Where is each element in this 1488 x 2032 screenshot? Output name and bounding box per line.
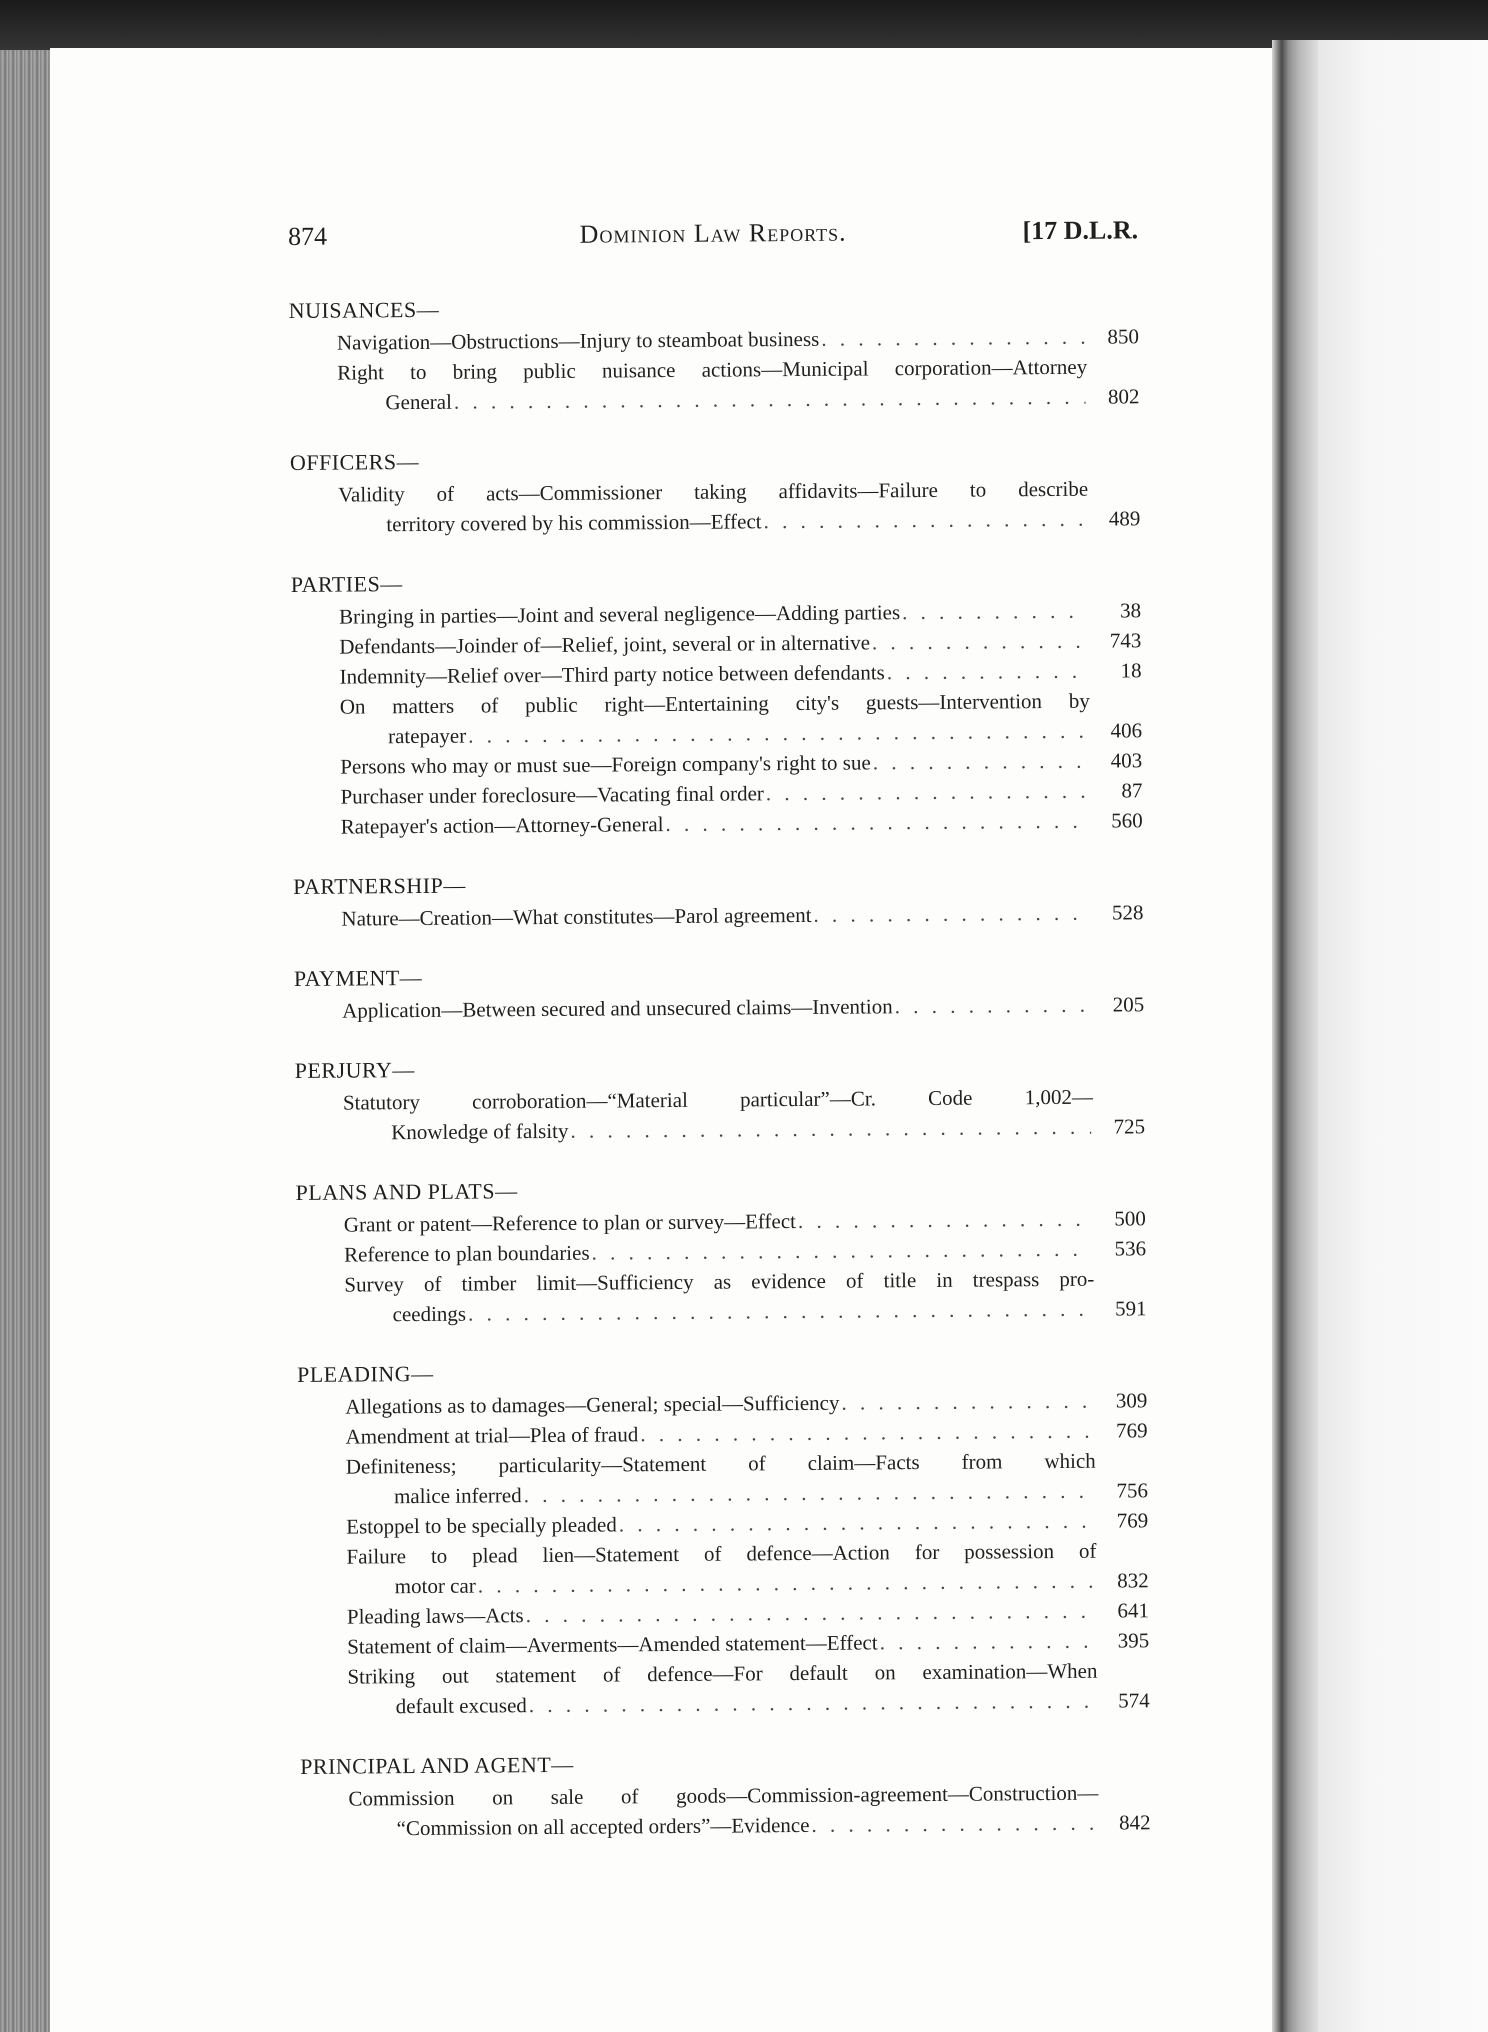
index-entry xyxy=(342,989,1144,1025)
index-entry xyxy=(347,1655,1149,1721)
facing-page xyxy=(1318,40,1488,2032)
entry-page-number: 842 xyxy=(1119,1810,1151,1835)
entry-page-number: 769 xyxy=(1115,1418,1148,1443)
index-entry xyxy=(343,1081,1145,1147)
entry-page-number: 395 xyxy=(1117,1628,1150,1653)
dot-leader xyxy=(873,746,1089,778)
entry-page-number: 574 xyxy=(1118,1688,1150,1713)
entry-text-line1: Failure to plead lien—Statement of defence—Action for possession of xyxy=(346,1538,1097,1569)
dot-leader xyxy=(529,1686,1096,1720)
dot-leader xyxy=(821,322,1085,354)
dot-leader xyxy=(468,716,1088,751)
entry-text: Grant or patent—Reference to plan or survey—Effect xyxy=(343,1209,797,1237)
dot-leader xyxy=(880,1626,1096,1658)
entry-text: Statement of claim—Averments—Amended statement—Effect xyxy=(347,1630,878,1659)
entry-page-number: 403 xyxy=(1110,748,1143,773)
page-number: 874 xyxy=(288,221,328,251)
entry-text-line2 xyxy=(396,1685,1150,1721)
index-entry xyxy=(337,351,1139,417)
entry-text: Persons who may or must sue—Foreign company's right to sue xyxy=(340,750,871,779)
index-section xyxy=(300,1745,1151,1844)
index-section xyxy=(293,865,1143,934)
entry-text: Estoppel to be specially pleaded xyxy=(346,1512,617,1539)
entry-page-number: 560 xyxy=(1111,808,1143,833)
entry-text-line2 xyxy=(391,1111,1145,1147)
entry-page-number: 205 xyxy=(1112,992,1145,1017)
dot-leader xyxy=(640,1416,1093,1450)
entry-page-number: 536 xyxy=(1114,1236,1147,1261)
entry-text: Knowledge of falsity xyxy=(391,1118,569,1145)
entry-text: Navigation—Obstructions—Injury to steamboat business xyxy=(336,326,820,355)
entry-text: ratepayer xyxy=(387,723,467,749)
index-section xyxy=(291,563,1143,842)
book-gutter xyxy=(1272,40,1320,2032)
entry-page-number: 528 xyxy=(1111,900,1144,925)
entry-page-number: 743 xyxy=(1109,628,1142,653)
dot-leader xyxy=(619,1506,1095,1540)
entry-text: Indemnity—Relief over—Third party notice between defendants xyxy=(339,660,885,689)
index-entry xyxy=(344,1263,1146,1329)
section-heading: PLANS AND PLATS— xyxy=(295,1178,518,1205)
section-heading: PLEADING— xyxy=(296,1360,434,1387)
entry-page-number: 87 xyxy=(1121,778,1143,803)
dot-leader xyxy=(591,1234,1092,1268)
entry-text: Pleading laws—Acts xyxy=(346,1603,524,1629)
book-page-edges xyxy=(0,50,52,2032)
entry-text: “Commission on all accepted orders”—Evidence xyxy=(396,1812,810,1841)
section-heading: NUISANCES— xyxy=(288,296,440,323)
entry-text: Defendants—Joinder of—Relief, joint, several or in alternative xyxy=(339,630,871,659)
index-entry xyxy=(346,1445,1148,1511)
dot-leader xyxy=(524,1476,1095,1510)
dot-leader xyxy=(841,1386,1093,1418)
entry-text-line2 xyxy=(385,381,1139,417)
dot-leader xyxy=(454,382,1086,417)
entry-text: territory covered by his commission—Effect xyxy=(386,509,762,537)
entry-page-number: 756 xyxy=(1116,1478,1149,1503)
entry-text-line2 xyxy=(386,503,1140,539)
entry-page-number: 832 xyxy=(1117,1568,1149,1593)
dot-leader xyxy=(468,1294,1093,1329)
dot-leader xyxy=(798,1204,1092,1236)
section-heading: PRINCIPAL AND AGENT— xyxy=(300,1751,574,1779)
entry-text: Allegations as to damages—General; special—Sufficiency xyxy=(345,1390,840,1419)
entry-text-line1: Definiteness; particularity—Statement of claim—Facts from which xyxy=(345,1448,1096,1479)
entry-text: Bringing in parties—Joint and several negligence—Adding parties xyxy=(339,600,901,629)
index-entry xyxy=(338,473,1140,539)
dot-leader xyxy=(570,1112,1091,1146)
dot-leader xyxy=(813,898,1089,930)
entry-page-number: 18 xyxy=(1120,658,1142,683)
entry-page-number: 641 xyxy=(1117,1598,1150,1623)
dot-leader xyxy=(766,776,1089,809)
entry-page-number: 38 xyxy=(1119,598,1142,623)
entry-page-number: 725 xyxy=(1113,1114,1146,1139)
index-entry xyxy=(341,805,1143,841)
entry-text-line2 xyxy=(392,1293,1146,1329)
entry-text: Ratepayer's action—Attorney-General xyxy=(340,812,664,839)
entry-text: Reference to plan boundaries xyxy=(344,1240,590,1267)
section-heading: PARTIES— xyxy=(290,571,403,597)
entry-text: Amendment at trial—Plea of fraud xyxy=(345,1422,639,1449)
entry-page-number: 500 xyxy=(1114,1206,1146,1231)
index-sections xyxy=(289,289,1151,1844)
entry-text: Nature—Creation—What constitutes—Parol agreement xyxy=(341,902,812,931)
index-section xyxy=(296,1171,1147,1330)
section-heading: PARTNERSHIP— xyxy=(293,872,466,899)
dot-leader xyxy=(872,626,1088,658)
volume-reference: [17 D.L.R. xyxy=(1022,215,1139,246)
entry-page-number: 769 xyxy=(1116,1508,1149,1533)
section-heading: PERJURY— xyxy=(294,1057,415,1083)
entry-page-number: 309 xyxy=(1115,1388,1148,1413)
section-heading: OFFICERS— xyxy=(289,448,420,475)
entry-text-line1: Commission on sale of goods—Commission-agreement—Construction— xyxy=(348,1780,1099,1811)
dot-leader xyxy=(895,990,1091,1022)
entry-text: General xyxy=(385,389,452,415)
running-header xyxy=(288,215,1138,262)
entry-page-number: 406 xyxy=(1110,718,1143,743)
entry-page-number: 802 xyxy=(1107,384,1140,409)
entry-text-line1: Right to bring public nuisance actions—Municipal corporation—Attorney xyxy=(337,354,1088,385)
entry-text-line1: Validity of acts—Commissioner taking affidavits—Failure to describe xyxy=(338,476,1089,507)
dot-leader xyxy=(526,1596,1095,1630)
entry-text: Purchaser under foreclosure—Vacating final order xyxy=(340,781,764,809)
index-section xyxy=(289,289,1140,418)
entry-text: ceedings xyxy=(392,1301,467,1327)
dot-leader xyxy=(665,806,1088,839)
entry-text: Application—Between secured and unsecured claims—Invention xyxy=(342,994,893,1023)
entry-page-number: 591 xyxy=(1114,1296,1147,1321)
running-title: Dominion Law Reports. xyxy=(579,217,847,249)
entry-text-line1: On matters of public right—Entertaining city's guests—Intervention by xyxy=(339,688,1090,719)
entry-text-line1: Survey of timber limit—Sufficiency as evidence of title in trespass pro- xyxy=(344,1266,1095,1297)
dot-leader xyxy=(763,504,1086,537)
section-heading: PAYMENT— xyxy=(293,964,423,991)
entry-page-number: 850 xyxy=(1107,324,1140,349)
entry-text-line1: Striking out statement of defence—For default on examination—When xyxy=(347,1658,1098,1689)
page-content xyxy=(288,215,1151,1844)
index-entry xyxy=(346,1535,1148,1601)
entry-text: malice inferred xyxy=(393,1483,522,1509)
index-section xyxy=(295,1049,1146,1148)
entry-page-number: 489 xyxy=(1108,506,1141,531)
entry-text: motor car xyxy=(394,1573,476,1599)
index-section xyxy=(297,1353,1150,1722)
index-section xyxy=(294,957,1144,1026)
entry-text-line2 xyxy=(397,1807,1151,1843)
entry-text-line1: Statutory corroboration—“Material particular”—Cr. Code 1,002— xyxy=(342,1084,1093,1115)
index-entry xyxy=(341,897,1143,933)
dot-leader xyxy=(902,596,1087,627)
dot-leader xyxy=(811,1808,1096,1840)
index-entry xyxy=(340,685,1142,751)
dot-leader xyxy=(478,1566,1095,1601)
index-section xyxy=(290,441,1141,540)
index-entry xyxy=(348,1777,1150,1843)
entry-text: default excused xyxy=(395,1693,527,1719)
dot-leader xyxy=(887,656,1088,688)
